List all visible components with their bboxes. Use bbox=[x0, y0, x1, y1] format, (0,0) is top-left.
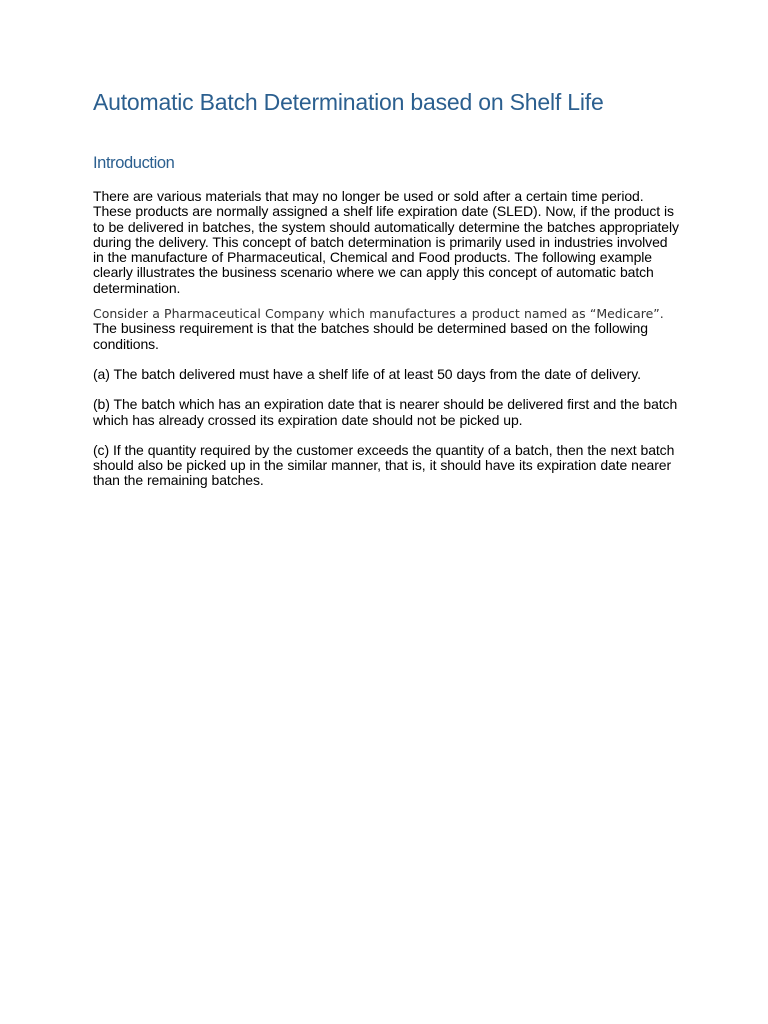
document-title: Automatic Batch Determination based on Shelf Life bbox=[93, 89, 604, 115]
scenario-paragraph bbox=[93, 306, 682, 352]
condition-a: (a) The batch delivered must have a shelf life of at least 50 days from the date of delivery. bbox=[93, 365, 641, 382]
scenario-requirement-text: The business requirement is that the batches should be determined based on the following conditions. bbox=[93, 320, 648, 352]
scenario-lead-text: Consider a Pharmaceutical Company which manufactures a product named as “Medicare”. bbox=[93, 306, 664, 322]
condition-c: (c) If the quantity required by the customer exceeds the quantity of a batch, then the next batch should also be picked up in the similar manner, that is, it should have its expiration date nearer than the remaining batches. bbox=[93, 441, 675, 489]
condition-b: (b) The batch which has an expiration date that is nearer should be delivered first and the batch which has already crossed its expiration date should not be picked up. bbox=[93, 396, 678, 428]
section-heading-introduction: Introduction bbox=[93, 154, 175, 172]
intro-paragraph: There are various materials that may no longer be used or sold after a certain time period. These products are normally assigned a shelf life expiration date (SLED). Now, if the product is to be delivered in batches, the system should automatically determine the batches appropriately during the delivery. This concept of batch determination is primarily used in industries involved in the manufacture of Pharmaceutical, Chemical and Food products. The following example clearly illustrates the business scenario where we can apply this concept of automatic batch determination. bbox=[93, 188, 679, 296]
